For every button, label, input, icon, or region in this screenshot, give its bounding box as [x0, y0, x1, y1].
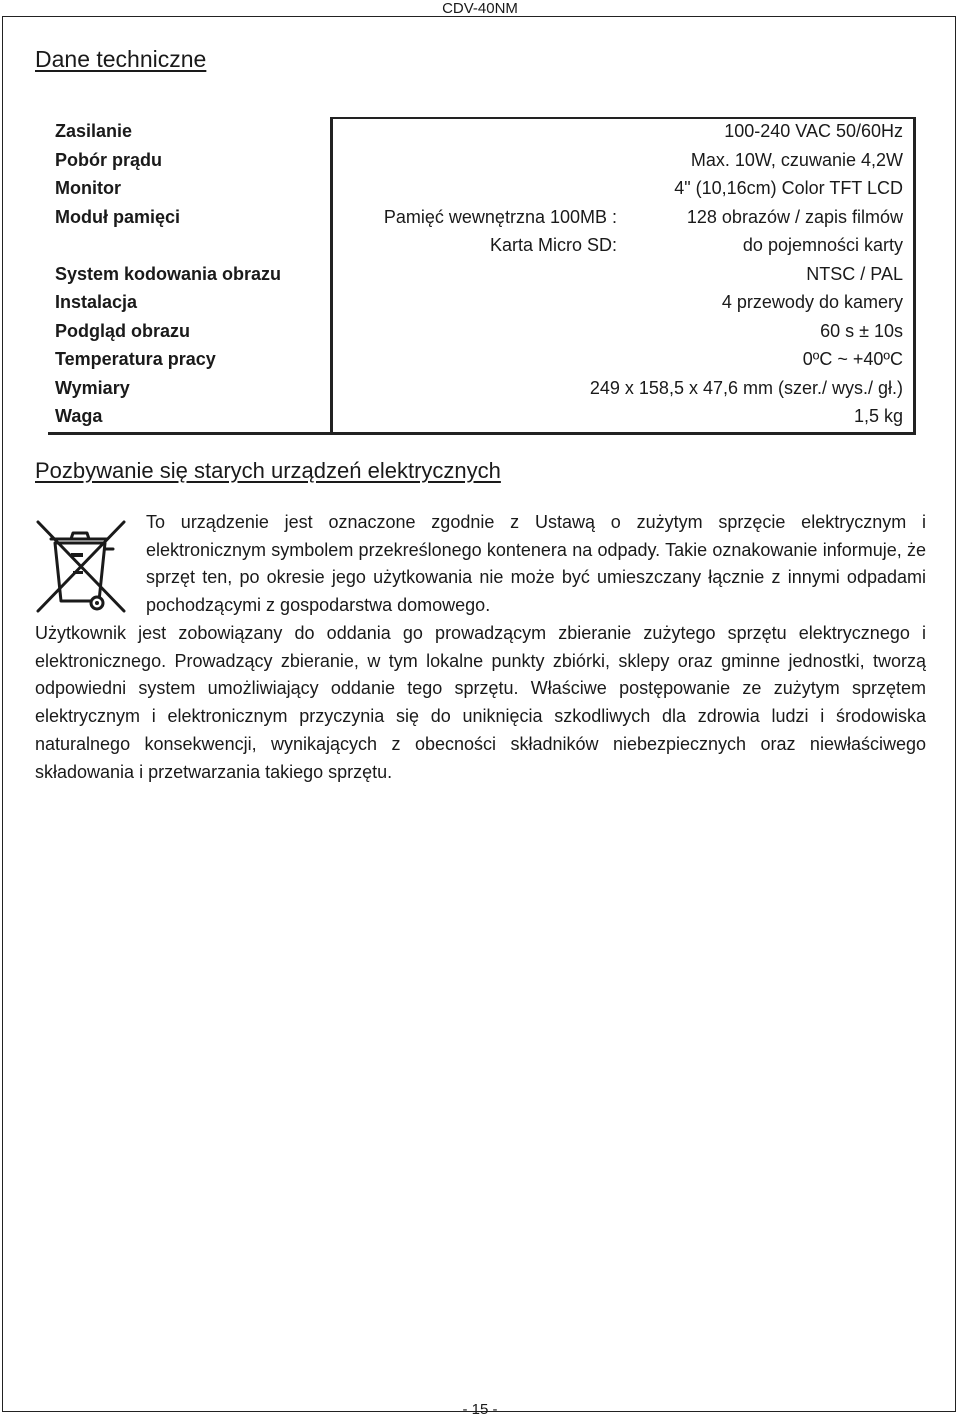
spec-value: Max. 10W, czuwanie 4,2W: [690, 149, 903, 170]
spec-value: do pojemności karty: [742, 235, 903, 255]
spec-row: [48, 345, 913, 374]
spec-label: System kodowania obrazu: [55, 263, 282, 284]
spec-sublabel: Pamięć wewnętrzna 100MB :: [383, 206, 617, 227]
spec-value: 1,5 kg: [853, 406, 903, 426]
spec-value: NTSC / PAL: [806, 263, 903, 284]
spec-label: Zasilanie: [55, 121, 133, 141]
spec-section-title: Dane techniczne: [35, 46, 207, 72]
spec-row: [48, 146, 913, 175]
spec-value: 0ºC ~ +40ºC: [802, 349, 903, 369]
spec-row: [48, 231, 913, 260]
spec-row: [48, 203, 913, 232]
page-number: - 15 -: [462, 1401, 498, 1418]
spec-label: Pobór prądu: [55, 149, 162, 170]
spec-row: [48, 288, 913, 317]
spec-label: Monitor: [55, 178, 121, 198]
spec-row: [48, 174, 913, 203]
spec-value: 4" (10,16cm) Color TFT LCD: [674, 178, 903, 198]
spec-label: Temperatura pracy: [55, 349, 216, 369]
spec-row: [48, 317, 913, 346]
spec-value: 60 s ± 10s: [820, 320, 903, 341]
document-code: CDV-40NM: [442, 0, 518, 17]
spec-row: [48, 117, 913, 146]
disposal-paragraph-1: To urządzenie jest oznaczone zgodnie z Ustawą o zużytym sprzęcie elektrycznym i elektronicznym symbolem przekreślonego kontenera na odpady. Takie oznakowanie informuje, że sprzęt ten, po okresie jego użytkowania nie może być umieszczany łącznie z innymi odpadami pochodzącymi z gospodarstwa domowego.: [146, 512, 926, 616]
spec-label: Wymiary: [55, 377, 130, 398]
spec-row: [48, 374, 913, 403]
spec-value: 100-240 VAC 50/60Hz: [724, 121, 903, 141]
spec-row: [48, 402, 913, 431]
spec-label: Moduł pamięci: [55, 206, 181, 227]
spec-value: 128 obrazów / zapis filmów: [686, 206, 903, 227]
spec-value: 249 x 158,5 x 47,6 mm (szer./ wys./ gł.): [589, 377, 903, 398]
spec-label: Podgląd obrazu: [55, 320, 190, 341]
spec-label: Instalacja: [55, 292, 138, 312]
crossed-out-wheelie-bin-icon: [35, 519, 127, 615]
disposal-section-title: Pozbywanie się starych urządzeń elektrycznych: [35, 458, 501, 483]
spec-row: [48, 260, 913, 289]
spec-label: Waga: [55, 406, 103, 426]
spec-value: 4 przewody do kamery: [721, 292, 903, 312]
spec-sublabel: Karta Micro SD:: [489, 235, 617, 255]
spec-table: [48, 117, 916, 435]
disposal-paragraph-2: Użytkownik jest zobowiązany do oddania go prowadzącym zbieranie zużytego sprzętu elektrycznego i elektronicznego. Prowadzący zbieranie, w tym lokalne punkty zbiórki, sklepy oraz gminne jednostki, tworzą odpowiedni system umożliwiający oddanie tego sprzętu. Właściwe postępowanie ze zużytym sprzętem elektrycznym i elektronicznym przyczynia się do uniknięcia szkodliwych dla zdrowia ludzi i środowiska naturalnego konsekwencji, wynikających z obecności składników niebezpiecznych oraz niewłaściwego składowania i przetwarzania takiego sprzętu.: [35, 623, 926, 782]
